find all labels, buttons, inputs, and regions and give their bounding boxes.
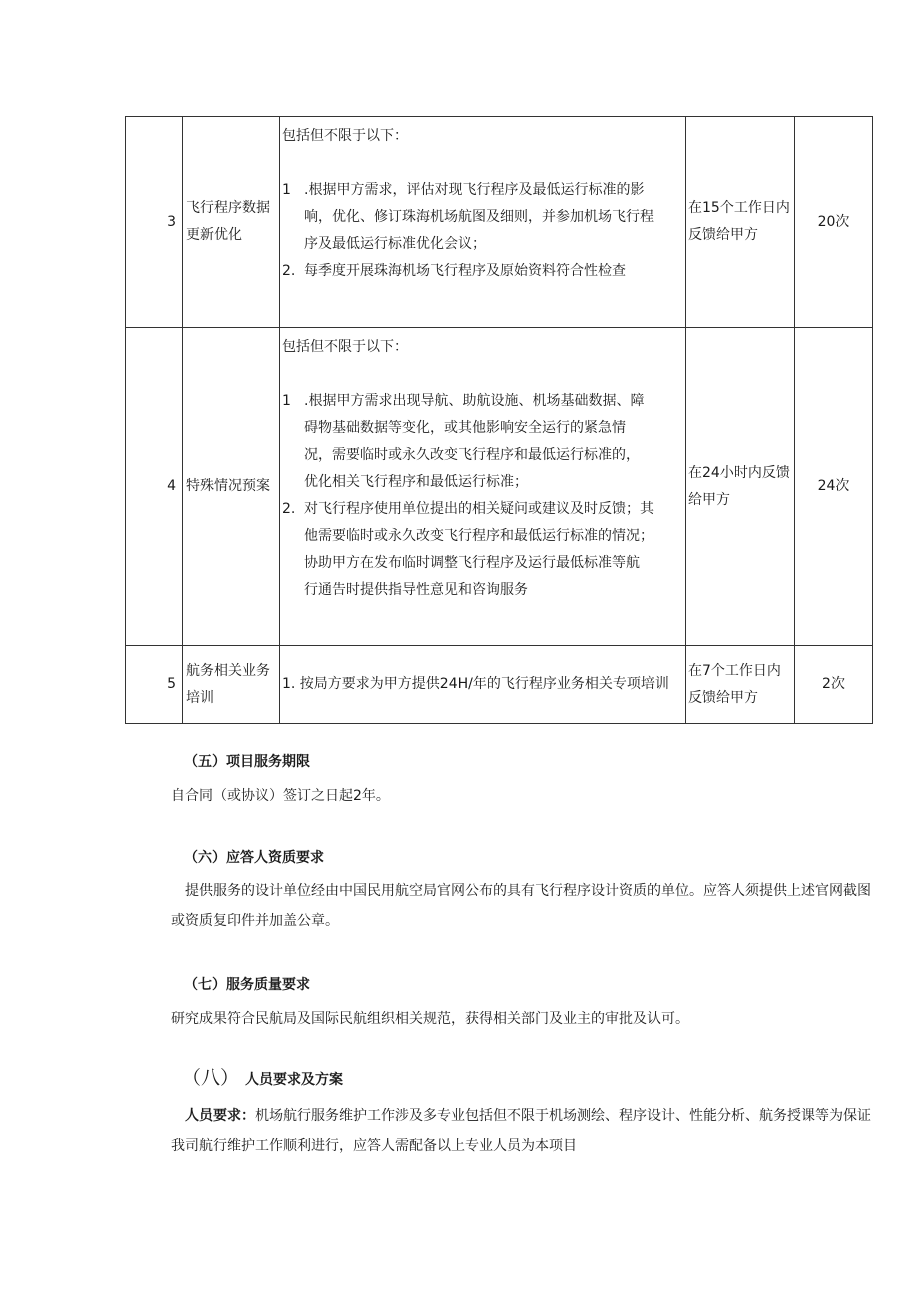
item-line: 况，需要临时或永久改变飞行程序和最低运行标准的， <box>304 447 640 463</box>
service-content <box>280 117 686 328</box>
section-8-number: （八） <box>182 1067 240 1089</box>
row-number: 4 <box>126 328 183 646</box>
content-intro: 包括但不限于以下： <box>282 128 408 144</box>
service-content <box>280 328 686 646</box>
section-text-6: 提供服务的设计单位经由中国民用航空局官网公布的具有飞行程序设计资质的单位。应答人须提供上述官网截图或资质复印件并加盖公章。 <box>171 883 871 929</box>
service-table <box>125 116 873 724</box>
table-row <box>126 117 873 328</box>
item-number: 2. <box>282 263 296 279</box>
service-content: 1. 按局方要求为甲方提供24H/年的飞行程序业务相关专项培训 <box>280 646 686 724</box>
item-line: 优化相关飞行程序和最低运行标准； <box>304 474 528 490</box>
service-count: 24次 <box>795 328 873 646</box>
section-8-title: 人员要求及方案 <box>245 1072 344 1088</box>
section-text-5: 自合同（或协议）签订之日起2年。 <box>171 788 390 804</box>
item-line: .根据甲方需求出现导航、助航设施、机场基础数据、障 <box>304 393 645 409</box>
section-title-8 <box>182 1068 343 1090</box>
row-number: 5 <box>126 646 183 724</box>
service-name: 特殊情况预案 <box>183 328 280 646</box>
item-number: 1 <box>282 182 291 198</box>
item-line: 响，优化、修订珠海机场航图及细则，并参加机场飞行程 <box>304 209 654 225</box>
service-name: 飞行程序数据更新优化 <box>183 117 280 328</box>
section-title-5: （五）项目服务期限 <box>184 754 310 770</box>
item-line: .根据甲方需求，评估对现飞行程序及最低运行标准的影 <box>304 182 645 198</box>
content-item <box>282 388 683 496</box>
content-item <box>282 177 683 258</box>
content-item <box>282 496 683 604</box>
personnel-label: 人员要求： <box>185 1108 255 1124</box>
table-row <box>126 646 873 724</box>
personnel-text: 机场航行服务维护工作涉及多专业包括但不限于机场测绘、程序设计、性能分析、航务授课等为保证我司航行维护工作顺利进行，应答人需配备以上专业人员为本项目 <box>171 1108 871 1154</box>
item-line: 行通告时提供指导性意见和咨询服务 <box>304 582 528 598</box>
item-line: 他需要临时或永久改变飞行程序和最低运行标准的情况； <box>304 528 654 544</box>
item-number: 1 <box>282 393 291 409</box>
row-number: 3 <box>126 117 183 328</box>
item-line: 每季度开展珠海机场飞行程序及原始资料符合性检查 <box>304 263 626 279</box>
item-number: 2. <box>282 501 296 517</box>
section-title-6: （六）应答人资质要求 <box>184 850 324 866</box>
table-row <box>126 328 873 646</box>
item-line: 对飞行程序使用单位提出的相关疑问或建议及时反馈；其 <box>304 501 654 517</box>
item-line: 碍物基础数据等变化，或其他影响安全运行的紧急情 <box>304 420 626 436</box>
service-name: 航务相关业务培训 <box>183 646 280 724</box>
section-text-7: 研究成果符合民航局及国际民航组织相关规范，获得相关部门及业主的审批及认可。 <box>171 1011 689 1027</box>
section-title-7: （七）服务质量要求 <box>184 977 310 993</box>
item-line: 序及最低运行标准优化会议； <box>304 236 486 252</box>
item-line: 协助甲方在发布临时调整飞行程序及运行最低标准等航 <box>304 555 640 571</box>
response-time: 在7个工作日内反馈给甲方 <box>686 646 795 724</box>
service-count: 2次 <box>795 646 873 724</box>
section-text-8 <box>171 1101 871 1161</box>
service-count: 20次 <box>795 117 873 328</box>
response-time: 在24小时内反馈给甲方 <box>686 328 795 646</box>
response-time: 在15个工作日内反馈给甲方 <box>686 117 795 328</box>
content-item <box>282 258 683 285</box>
content-intro: 包括但不限于以下： <box>282 339 408 355</box>
